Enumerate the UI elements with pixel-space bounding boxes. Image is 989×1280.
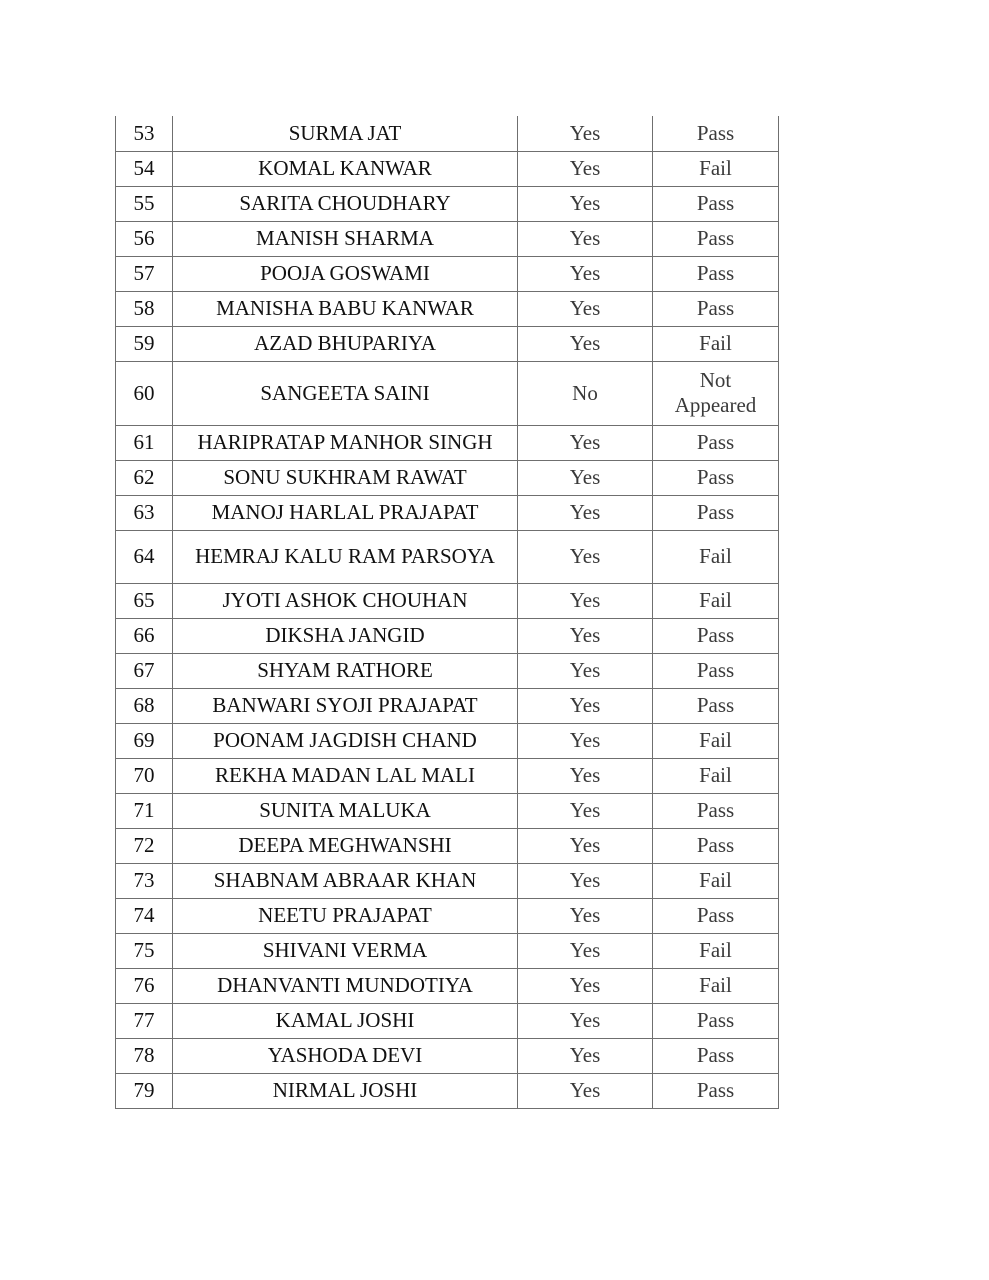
candidate-name-cell: MANISHA BABU KANWAR <box>173 291 518 326</box>
appeared-status-cell: No <box>518 361 653 425</box>
table-row <box>116 863 779 898</box>
table-row <box>116 326 779 361</box>
appeared-status-cell: Yes <box>518 618 653 653</box>
candidate-name-cell: DHANVANTI MUNDOTIYA <box>173 968 518 1003</box>
table-row <box>116 361 779 425</box>
appeared-status-cell: Yes <box>518 968 653 1003</box>
appeared-status-cell: Yes <box>518 1038 653 1073</box>
appeared-status-cell: Yes <box>518 425 653 460</box>
candidate-name-cell: DEEPA MEGHWANSHI <box>173 828 518 863</box>
table-row <box>116 758 779 793</box>
candidate-name-cell: MANOJ HARLAL PRAJAPAT <box>173 495 518 530</box>
result-cell: Fail <box>653 583 779 618</box>
appeared-status-cell: Yes <box>518 116 653 151</box>
serial-number-cell: 72 <box>116 828 173 863</box>
serial-number-cell: 54 <box>116 151 173 186</box>
table-row <box>116 151 779 186</box>
candidate-name-cell: REKHA MADAN LAL MALI <box>173 758 518 793</box>
appeared-status-cell: Yes <box>518 933 653 968</box>
candidate-name-cell: DIKSHA JANGID <box>173 618 518 653</box>
result-cell: Pass <box>653 495 779 530</box>
table-row <box>116 1073 779 1108</box>
candidate-name-cell: KAMAL JOSHI <box>173 1003 518 1038</box>
result-cell: Pass <box>653 618 779 653</box>
table-row <box>116 425 779 460</box>
candidate-name-cell: HARIPRATAP MANHOR SINGH <box>173 425 518 460</box>
table-row <box>116 968 779 1003</box>
result-cell: Fail <box>653 326 779 361</box>
result-cell: Fail <box>653 933 779 968</box>
candidate-name-cell: SURMA JAT <box>173 116 518 151</box>
result-cell: Fail <box>653 530 779 583</box>
serial-number-cell: 74 <box>116 898 173 933</box>
appeared-status-cell: Yes <box>518 688 653 723</box>
appeared-status-cell: Yes <box>518 898 653 933</box>
appeared-status-cell: Yes <box>518 583 653 618</box>
appeared-status-cell: Yes <box>518 758 653 793</box>
result-cell: Pass <box>653 425 779 460</box>
table-row <box>116 1003 779 1038</box>
result-cell: Pass <box>653 256 779 291</box>
appeared-status-cell: Yes <box>518 221 653 256</box>
table-row <box>116 495 779 530</box>
table-row <box>116 618 779 653</box>
table-row <box>116 186 779 221</box>
candidate-name-cell: SANGEETA SAINI <box>173 361 518 425</box>
table-row <box>116 1038 779 1073</box>
result-cell: Pass <box>653 460 779 495</box>
candidate-name-cell: MANISH SHARMA <box>173 221 518 256</box>
appeared-status-cell: Yes <box>518 495 653 530</box>
serial-number-cell: 65 <box>116 583 173 618</box>
result-cell: Pass <box>653 793 779 828</box>
serial-number-cell: 67 <box>116 653 173 688</box>
serial-number-cell: 64 <box>116 530 173 583</box>
appeared-status-cell: Yes <box>518 530 653 583</box>
result-cell: Not Appeared <box>653 361 779 425</box>
table-row <box>116 530 779 583</box>
result-cell: Pass <box>653 1038 779 1073</box>
table-row <box>116 291 779 326</box>
serial-number-cell: 75 <box>116 933 173 968</box>
result-cell: Pass <box>653 186 779 221</box>
table-row <box>116 116 779 151</box>
serial-number-cell: 58 <box>116 291 173 326</box>
appeared-status-cell: Yes <box>518 1003 653 1038</box>
table-row <box>116 583 779 618</box>
serial-number-cell: 55 <box>116 186 173 221</box>
serial-number-cell: 63 <box>116 495 173 530</box>
candidate-name-cell: SHABNAM ABRAAR KHAN <box>173 863 518 898</box>
serial-number-cell: 61 <box>116 425 173 460</box>
appeared-status-cell: Yes <box>518 723 653 758</box>
table-row <box>116 256 779 291</box>
serial-number-cell: 56 <box>116 221 173 256</box>
candidate-name-cell: POONAM JAGDISH CHAND <box>173 723 518 758</box>
serial-number-cell: 71 <box>116 793 173 828</box>
table-row <box>116 460 779 495</box>
appeared-status-cell: Yes <box>518 291 653 326</box>
serial-number-cell: 60 <box>116 361 173 425</box>
appeared-status-cell: Yes <box>518 1073 653 1108</box>
result-cell: Pass <box>653 828 779 863</box>
candidate-name-cell: NIRMAL JOSHI <box>173 1073 518 1108</box>
table-row <box>116 898 779 933</box>
appeared-status-cell: Yes <box>518 828 653 863</box>
result-cell: Pass <box>653 1003 779 1038</box>
result-cell: Fail <box>653 863 779 898</box>
candidate-name-cell: SHYAM RATHORE <box>173 653 518 688</box>
appeared-status-cell: Yes <box>518 460 653 495</box>
candidate-name-cell: AZAD BHUPARIYA <box>173 326 518 361</box>
serial-number-cell: 68 <box>116 688 173 723</box>
serial-number-cell: 79 <box>116 1073 173 1108</box>
candidate-name-cell: SUNITA MALUKA <box>173 793 518 828</box>
appeared-status-cell: Yes <box>518 653 653 688</box>
candidate-name-cell: HEMRAJ KALU RAM PARSOYA <box>173 530 518 583</box>
table-row <box>116 793 779 828</box>
appeared-status-cell: Yes <box>518 186 653 221</box>
candidate-name-cell: YASHODA DEVI <box>173 1038 518 1073</box>
appeared-status-cell: Yes <box>518 326 653 361</box>
result-cell: Pass <box>653 688 779 723</box>
serial-number-cell: 62 <box>116 460 173 495</box>
candidate-name-cell: BANWARI SYOJI PRAJAPAT <box>173 688 518 723</box>
serial-number-cell: 59 <box>116 326 173 361</box>
candidate-name-cell: SONU SUKHRAM RAWAT <box>173 460 518 495</box>
result-cell: Fail <box>653 758 779 793</box>
serial-number-cell: 66 <box>116 618 173 653</box>
candidate-name-cell: KOMAL KANWAR <box>173 151 518 186</box>
candidate-name-cell: SHIVANI VERMA <box>173 933 518 968</box>
result-cell: Pass <box>653 221 779 256</box>
candidate-name-cell: POOJA GOSWAMI <box>173 256 518 291</box>
serial-number-cell: 73 <box>116 863 173 898</box>
serial-number-cell: 77 <box>116 1003 173 1038</box>
result-cell: Pass <box>653 291 779 326</box>
serial-number-cell: 69 <box>116 723 173 758</box>
table-row <box>116 933 779 968</box>
result-cell: Pass <box>653 653 779 688</box>
candidate-name-cell: NEETU PRAJAPAT <box>173 898 518 933</box>
table-row <box>116 723 779 758</box>
candidate-name-cell: SARITA CHOUDHARY <box>173 186 518 221</box>
serial-number-cell: 57 <box>116 256 173 291</box>
result-cell: Pass <box>653 116 779 151</box>
table-row <box>116 688 779 723</box>
appeared-status-cell: Yes <box>518 256 653 291</box>
table-row <box>116 221 779 256</box>
table-row <box>116 828 779 863</box>
results-table <box>115 116 779 1109</box>
result-cell: Pass <box>653 1073 779 1108</box>
serial-number-cell: 76 <box>116 968 173 1003</box>
result-cell: Fail <box>653 968 779 1003</box>
appeared-status-cell: Yes <box>518 863 653 898</box>
serial-number-cell: 70 <box>116 758 173 793</box>
result-cell: Fail <box>653 723 779 758</box>
candidate-name-cell: JYOTI ASHOK CHOUHAN <box>173 583 518 618</box>
result-cell: Fail <box>653 151 779 186</box>
serial-number-cell: 53 <box>116 116 173 151</box>
appeared-status-cell: Yes <box>518 793 653 828</box>
appeared-status-cell: Yes <box>518 151 653 186</box>
result-cell: Pass <box>653 898 779 933</box>
results-table-body <box>116 116 779 1108</box>
serial-number-cell: 78 <box>116 1038 173 1073</box>
table-row <box>116 653 779 688</box>
